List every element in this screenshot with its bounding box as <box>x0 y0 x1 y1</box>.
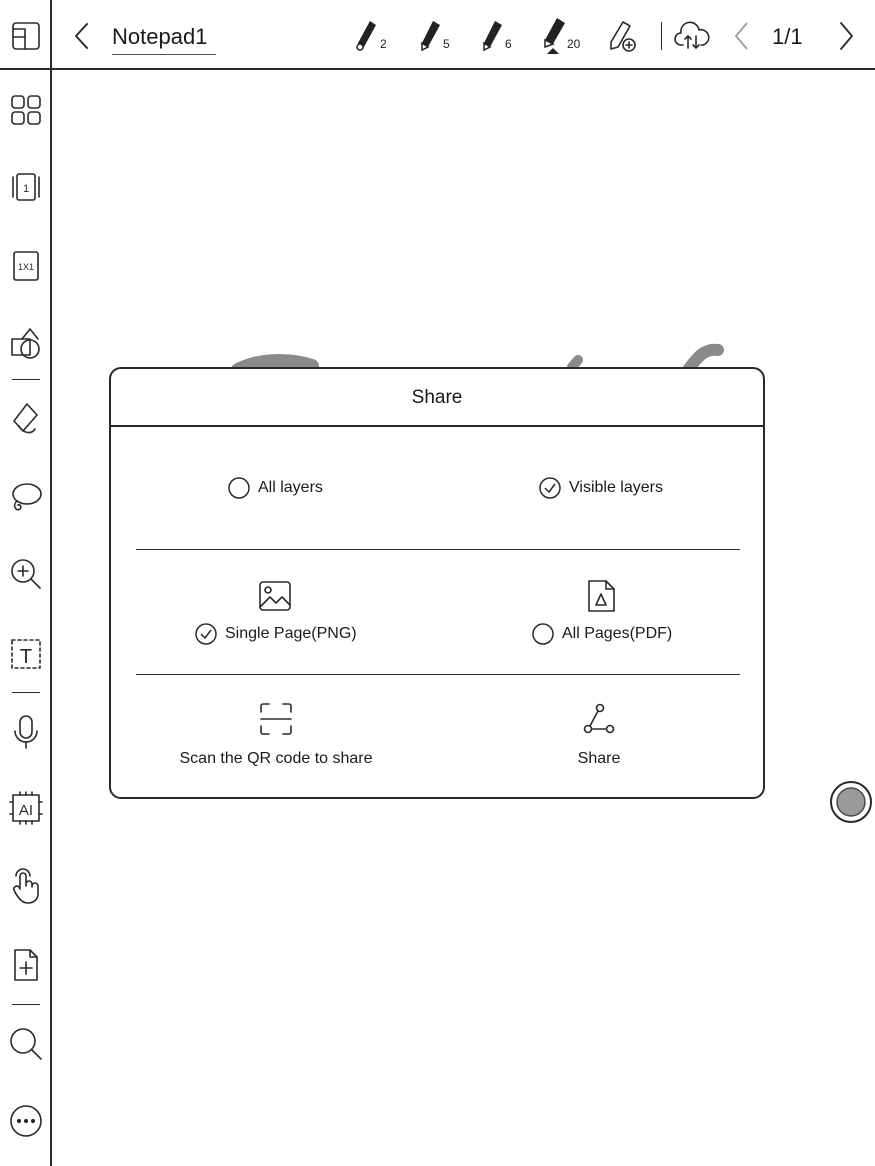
pdf-icon <box>584 579 618 613</box>
pen-size-label: 5 <box>443 37 450 51</box>
qr-share-button[interactable]: Scan the QR code to share <box>179 750 373 767</box>
handwriting-strokes <box>52 70 875 380</box>
marker-icon[interactable] <box>538 16 570 56</box>
page-indicator: 1/1 <box>772 24 803 49</box>
microphone-icon[interactable] <box>4 710 48 754</box>
prev-page-icon[interactable] <box>728 18 756 54</box>
add-page-icon[interactable] <box>4 943 48 987</box>
dialog-divider <box>136 674 740 675</box>
radio-unchecked-icon[interactable] <box>532 623 554 645</box>
dialog-title: Share <box>111 369 763 427</box>
floating-action-button[interactable] <box>829 780 873 824</box>
radio-checked-icon[interactable] <box>195 623 217 645</box>
fountain-pen-icon[interactable] <box>350 18 380 54</box>
pen-size-label: 6 <box>505 37 512 51</box>
text-icon-text: T <box>19 646 33 668</box>
layout-1x1-icon[interactable] <box>4 244 48 288</box>
sidebar-divider <box>12 1004 40 1005</box>
page-icon-text: 1 <box>22 183 30 195</box>
png-option[interactable] <box>195 623 357 645</box>
toolbar-divider <box>661 22 662 50</box>
top-toolbar <box>0 0 875 70</box>
add-pen-icon[interactable] <box>604 18 640 54</box>
text-box-icon[interactable] <box>4 632 48 676</box>
lasso-icon[interactable] <box>4 475 48 519</box>
radio-checked-icon[interactable] <box>539 477 561 499</box>
image-icon <box>258 579 292 613</box>
ai-icon-text: AI <box>18 802 34 819</box>
visible-layers-label: Visible layers <box>569 479 663 496</box>
visible-layers-option[interactable] <box>539 477 663 499</box>
layout-icon-text: 1X1 <box>17 262 35 272</box>
png-label: Single Page(PNG) <box>225 625 357 642</box>
pencil-icon[interactable] <box>476 18 506 54</box>
left-toolbar <box>0 70 52 1166</box>
next-page-icon[interactable] <box>832 18 860 54</box>
eraser-icon[interactable] <box>4 397 48 441</box>
sidebar-divider <box>12 379 40 380</box>
all-layers-label: All layers <box>258 479 323 496</box>
shapes-icon[interactable] <box>4 321 48 365</box>
share-icon[interactable] <box>582 702 616 736</box>
qr-scan-icon[interactable] <box>259 702 293 736</box>
pdf-option[interactable] <box>532 623 672 645</box>
share-dialog <box>109 367 765 799</box>
all-layers-option[interactable] <box>228 477 323 499</box>
exit-note-icon[interactable] <box>8 18 44 54</box>
sidebar-divider <box>12 692 40 693</box>
ballpoint-pen-icon[interactable] <box>414 18 444 54</box>
pdf-label: All Pages(PDF) <box>562 625 673 642</box>
ai-icon[interactable] <box>4 786 48 830</box>
share-button[interactable]: Share <box>577 750 621 767</box>
zoom-icon[interactable] <box>4 552 48 596</box>
pen-size-label: 2 <box>380 37 387 51</box>
radio-unchecked-icon[interactable] <box>228 477 250 499</box>
cloud-sync-icon[interactable] <box>672 18 712 54</box>
back-icon[interactable] <box>66 18 98 54</box>
pen-size-label: 20 <box>567 37 581 51</box>
note-title[interactable]: Notepad1 <box>112 20 216 55</box>
grid-view-icon[interactable] <box>4 88 48 132</box>
touch-icon[interactable] <box>4 865 48 909</box>
search-icon[interactable] <box>4 1022 48 1066</box>
dialog-divider <box>136 549 740 550</box>
page-icon[interactable] <box>4 165 48 209</box>
more-icon[interactable] <box>4 1099 48 1143</box>
